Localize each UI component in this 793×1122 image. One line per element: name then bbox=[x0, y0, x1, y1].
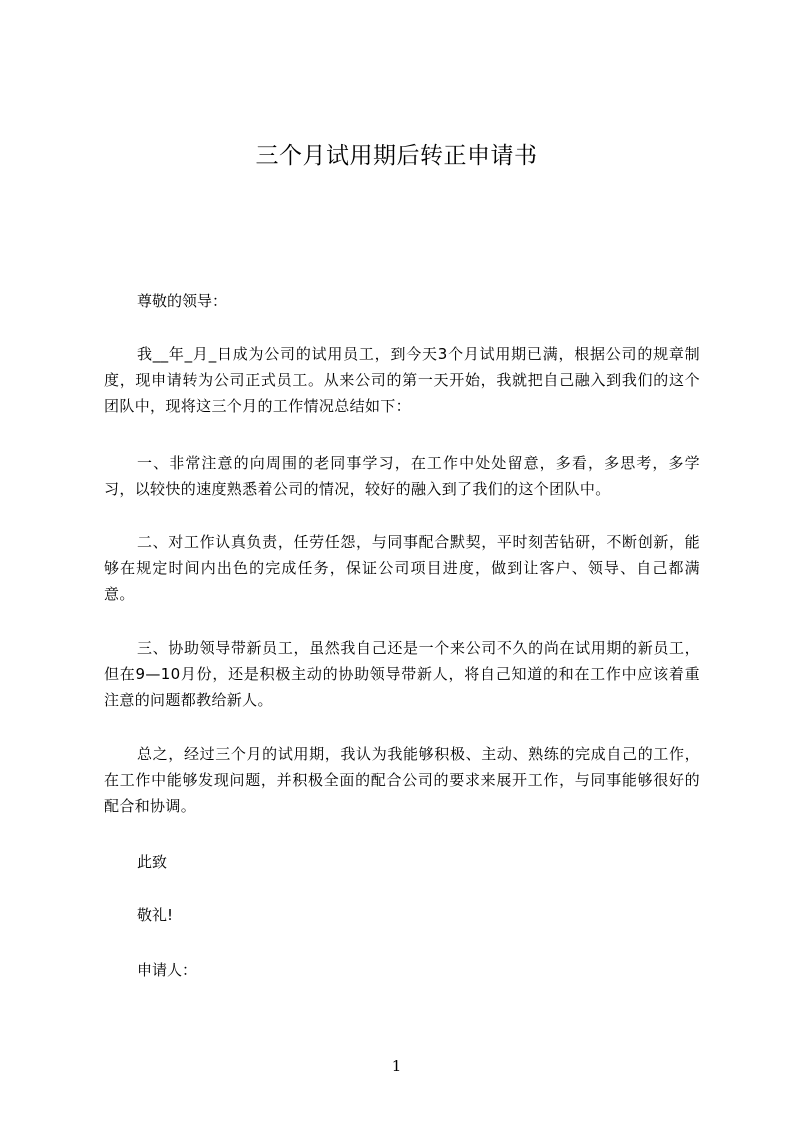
work-point-3: 三、协助领导带新员工，虽然我自己还是一个来公司不久的尚在试用期的新员工，但在9—10月份，还是积极主动的协助领导带新人，将自己知道的和在工作中应该着重注意的问题都教给新人。 bbox=[104, 639, 700, 709]
intro-paragraph: 我__年_月_日成为公司的试用员工，到今天3个月试用期已满，根据公司的规章制度，现申请转为公司正式员工。从来公司的第一天开始，我就把自己融入到我们的这个团队中，现将这三个月的工作情况总结如下： bbox=[104, 345, 700, 415]
closing-line-1: 此致 bbox=[137, 853, 168, 871]
work-point-2: 二、对工作认真负责，任劳任怨，与同事配合默契，平时刻苦钻研，不断创新，能够在规定时间内出色的完成任务，保证公司项目进度，做到让客户、领导、自己都满意。 bbox=[104, 533, 700, 603]
applicant-label: 申请人： bbox=[137, 961, 198, 979]
conclusion-paragraph: 总之，经过三个月的试用期，我认为我能够积极、主动、熟练的完成自己的工作，在工作中能够发现问题，并积极全面的配合公司的要求来展开工作，与同事能够很好的配合和协调。 bbox=[104, 745, 700, 815]
document-title: 三个月试用期后转正申请书 bbox=[255, 143, 538, 169]
page-number: 1 bbox=[391, 1057, 402, 1075]
salutation: 尊敬的领导： bbox=[137, 292, 228, 310]
closing-line-2: 敬礼! bbox=[137, 906, 174, 924]
work-point-1: 一、非常注意的向周围的老同事学习，在工作中处处留意，多看，多思考，多学习，以较快的速度熟悉着公司的情况，较好的融入到了我们的这个团队中。 bbox=[104, 454, 700, 498]
